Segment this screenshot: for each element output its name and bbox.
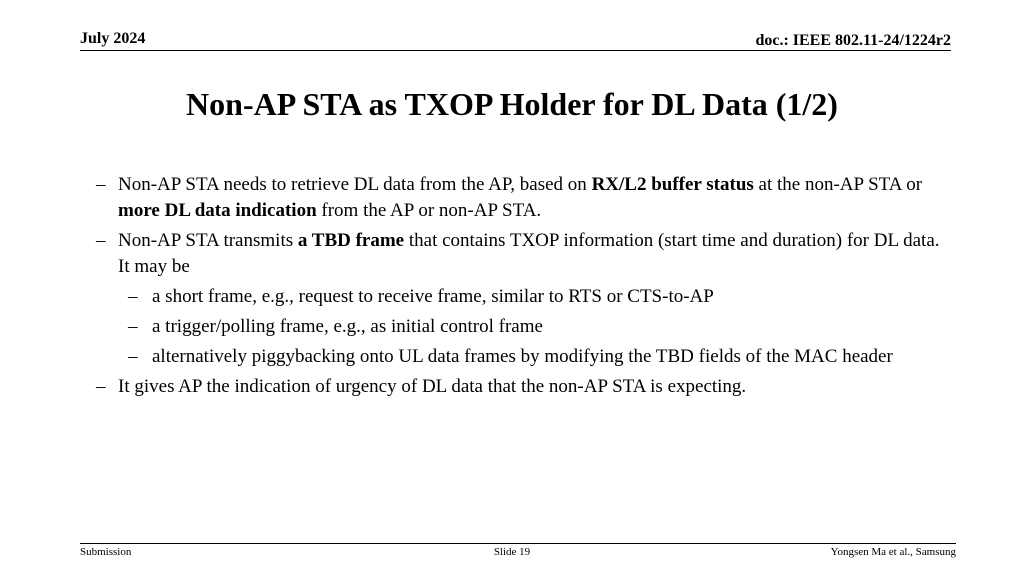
bullet-dash: –	[128, 346, 138, 367]
bullet-bold-text: more DL data indication	[118, 200, 317, 221]
bullet-text: from the AP or non-AP STA.	[316, 200, 542, 221]
header-doc-id: doc.: IEEE 802.11-24/1224r2	[755, 32, 951, 49]
bullet-text: Non-AP STA needs to retrieve DL data from the AP, based on	[118, 174, 592, 195]
bullet-item-urgency	[90, 374, 950, 400]
sub-bullet-item	[90, 284, 950, 310]
slide-title: Non-AP STA as TXOP Holder for DL Data (1/2)	[186, 86, 838, 122]
bullet-dash: –	[96, 174, 106, 195]
sub-bullet-text: a trigger/polling frame, e.g., as initial control frame	[152, 316, 543, 337]
footer-divider	[80, 543, 956, 544]
bullet-dash: –	[128, 316, 138, 337]
sub-bullet-text: alternatively piggybacking onto UL data frames by modifying the TBD fields of the MAC header	[152, 346, 893, 367]
header-divider	[80, 50, 951, 51]
footer-submission: Submission	[80, 546, 132, 558]
sub-bullet-item	[90, 344, 950, 370]
bullet-item-tbd-frame	[90, 228, 950, 280]
bullet-text: that contains TXOP information (start time and duration) for DL data. It may be	[118, 230, 940, 277]
bullet-text: at the non-AP STA or	[753, 174, 923, 195]
bullet-list	[90, 172, 950, 404]
bullet-bold-text: RX/L2 buffer status	[591, 174, 754, 195]
bullet-dash: –	[96, 376, 106, 397]
bullet-bold-text: a TBD frame	[297, 230, 405, 251]
footer-authors: Yongsen Ma et al., Samsung	[830, 546, 956, 558]
bullet-dash: –	[96, 230, 106, 251]
bullet-item-retrieve-dl-data	[90, 172, 950, 224]
header-date: July 2024	[80, 30, 146, 47]
bullet-text: It gives AP the indication of urgency of DL data that the non-AP STA is expecting.	[118, 376, 747, 397]
sub-bullet-text: a short frame, e.g., request to receive frame, similar to RTS or CTS-to-AP	[152, 286, 714, 307]
bullet-text: Non-AP STA transmits	[118, 230, 298, 251]
bullet-dash: –	[128, 286, 138, 307]
sub-bullet-item	[90, 314, 950, 340]
footer-slide-number: Slide 19	[493, 546, 531, 558]
